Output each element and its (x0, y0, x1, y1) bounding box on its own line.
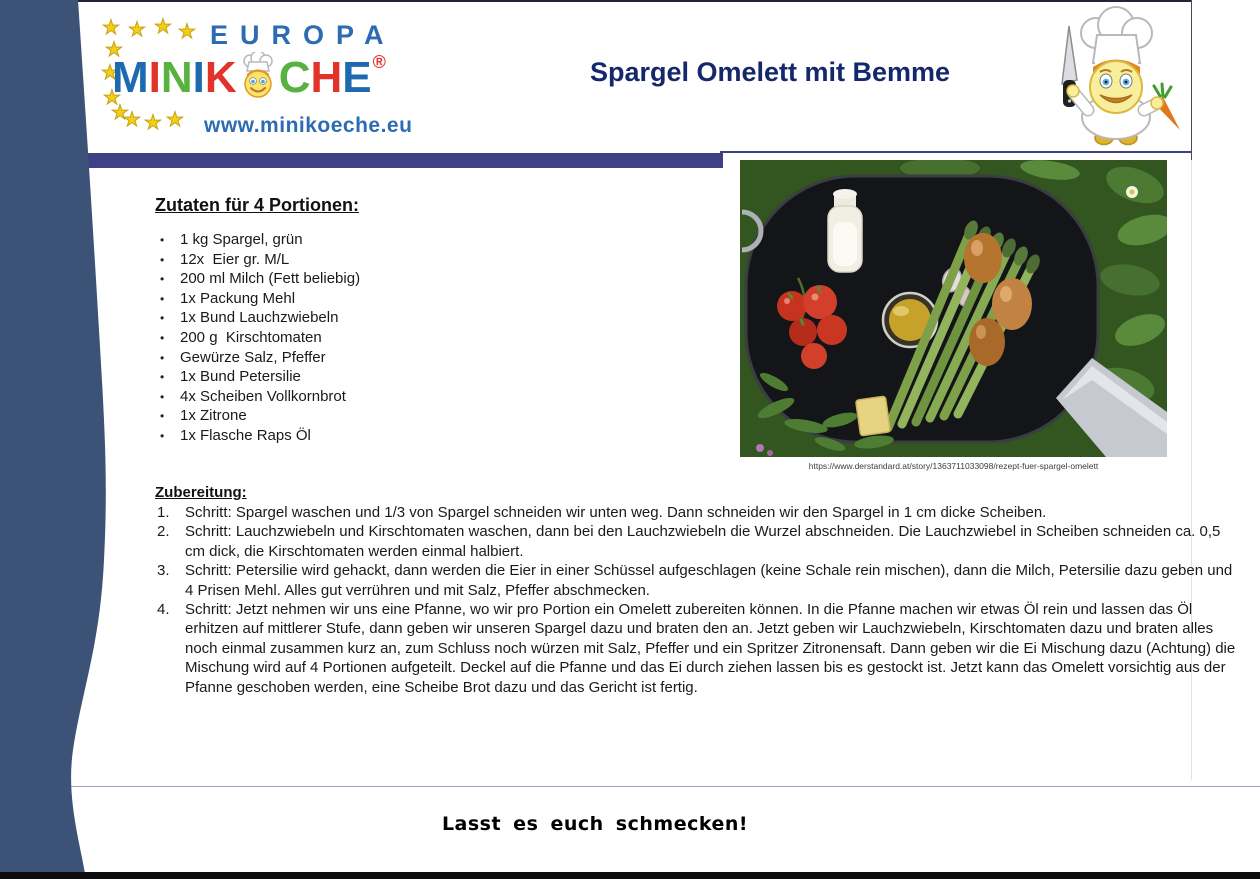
header-divider-bar (84, 153, 723, 168)
ingredient-item: • 1x Zitrone (155, 406, 575, 426)
recipe-photo (740, 160, 1167, 457)
preparation-step: Schritt: Petersilie wird gehackt, dann werden die Eier in einer Schüssel aufgeschlagen (keine Schale rein mischen), dann die Milch, Petersilie dazu geben und 4 Prisen Mehl. Alles gut verrühren und mit Salz, Pfeffer abschmecken. (185, 562, 1233, 599)
minikoeche-logo (88, 6, 518, 154)
page-title: Spargel Omelett mit Bemme (589, 57, 951, 87)
preparation-step: Schritt: Lauchzwiebeln und Kirschtomaten waschen, dann bei den Lauchzwiebeln die Wurzel abschneiden. Die Lauchzwiebel in Scheiben schneiden ca. 0,5 cm dick, die Kirschtomaten werden einmal halbiert. (185, 523, 1221, 560)
ingredient-item: • Gewürze Salz, Pfeffer (155, 348, 575, 368)
logo-letter: H (310, 53, 343, 102)
footer-divider-line (70, 786, 1260, 787)
page-top-border (78, 0, 1192, 2)
page-right-border (1191, 0, 1192, 160)
logo-brand-top: EUROPA (210, 20, 396, 50)
logo-letters-right (278, 53, 372, 102)
eu-star-icon (154, 17, 172, 37)
eu-star-icon (128, 20, 146, 40)
logo-letter: E (342, 53, 372, 102)
logo-letter: K (204, 53, 237, 102)
logo-letter: I (192, 53, 205, 102)
eu-star-icon (178, 22, 196, 42)
ingredient-item: • 1 kg Spargel, grün (155, 230, 575, 250)
preparation-step: Schritt: Jetzt nehmen wir uns eine Pfanne, wo wir pro Portion ein Omelett zubereiten können. In die Pfanne machen wir etwas Öl rein und lassen das Öl erhitzen auf mittlerer Stufe, dann geben wir unseren Spargel dazu und braten den an. Jetzt geben wir Lauchzwiebeln, Kirschtomaten dazu und braten alles noch einmal zusammen kurz an, zum Schluss noch würzen mit Salz, Pfeffer und ein Spritzer Zitronensaft. Dann geben wir die Ei Mischung dazu (Achtung) die Mischung wird auf 4 Portionen aufgeteilt. Deckel auf die Pfanne und das Ei durch ziehen lassen bis es gestockt ist. Jetzt kann das Omelett vorsichtig aus der Pfanne geschoben werden, eine Scheibe Brot dazu und das Gericht ist fertig. (185, 601, 1236, 696)
logo-letter: M (112, 53, 149, 102)
logo-letter: I (148, 53, 161, 102)
eu-star-icon (102, 18, 120, 38)
logo-letter: C (278, 53, 311, 102)
logo-letters-left (112, 53, 237, 102)
ingredient-item: • 200 g Kirschtomaten (155, 328, 575, 348)
mini-chef-face-icon (238, 52, 278, 100)
header-divider-line (720, 151, 1192, 153)
logo-letter: N (160, 53, 193, 102)
bottom-window-edge (0, 872, 1260, 879)
photo-caption: https://www.derstandard.at/story/1363711033098/rezept-fuer-spargel-omelett (808, 461, 1099, 471)
logo-brand-main (112, 54, 385, 102)
ingredients-list (155, 230, 575, 446)
footer-message: Lasst es euch schmecken! (441, 813, 749, 835)
ingredient-item: • 4x Scheiben Vollkornbrot (155, 387, 575, 407)
preparation-section (155, 484, 1240, 697)
ingredient-item: • 1x Flasche Raps Öl (155, 426, 575, 446)
eu-star-icon (123, 110, 141, 130)
ingredient-item: • 1x Bund Lauchzwiebeln (155, 308, 575, 328)
ingredient-item: • 200 ml Milch (Fett beliebig) (155, 269, 575, 289)
preparation-steps-list (155, 503, 1240, 697)
eu-star-icon (166, 110, 184, 130)
ingredients-heading: Zutaten für 4 Portionen: (155, 195, 359, 215)
chef-mascot-icon (1048, 4, 1188, 149)
preparation-step: Schritt: Spargel waschen und 1/3 von Spargel schneiden wir unten weg. Dann schneiden wir den Spargel in 1 cm dicke Scheiben. (185, 504, 1047, 521)
registered-trademark: ® (372, 52, 386, 72)
ingredient-item: • 1x Bund Petersilie (155, 367, 575, 387)
logo-website-url: www.minikoeche.eu (204, 114, 413, 137)
eu-star-icon (144, 113, 162, 133)
ingredients-section (155, 195, 575, 446)
ingredient-item: • 12x Eier gr. M/L (155, 250, 575, 270)
ingredient-item: • 1x Packung Mehl (155, 289, 575, 309)
preparation-heading: Zubereitung: (155, 484, 247, 501)
